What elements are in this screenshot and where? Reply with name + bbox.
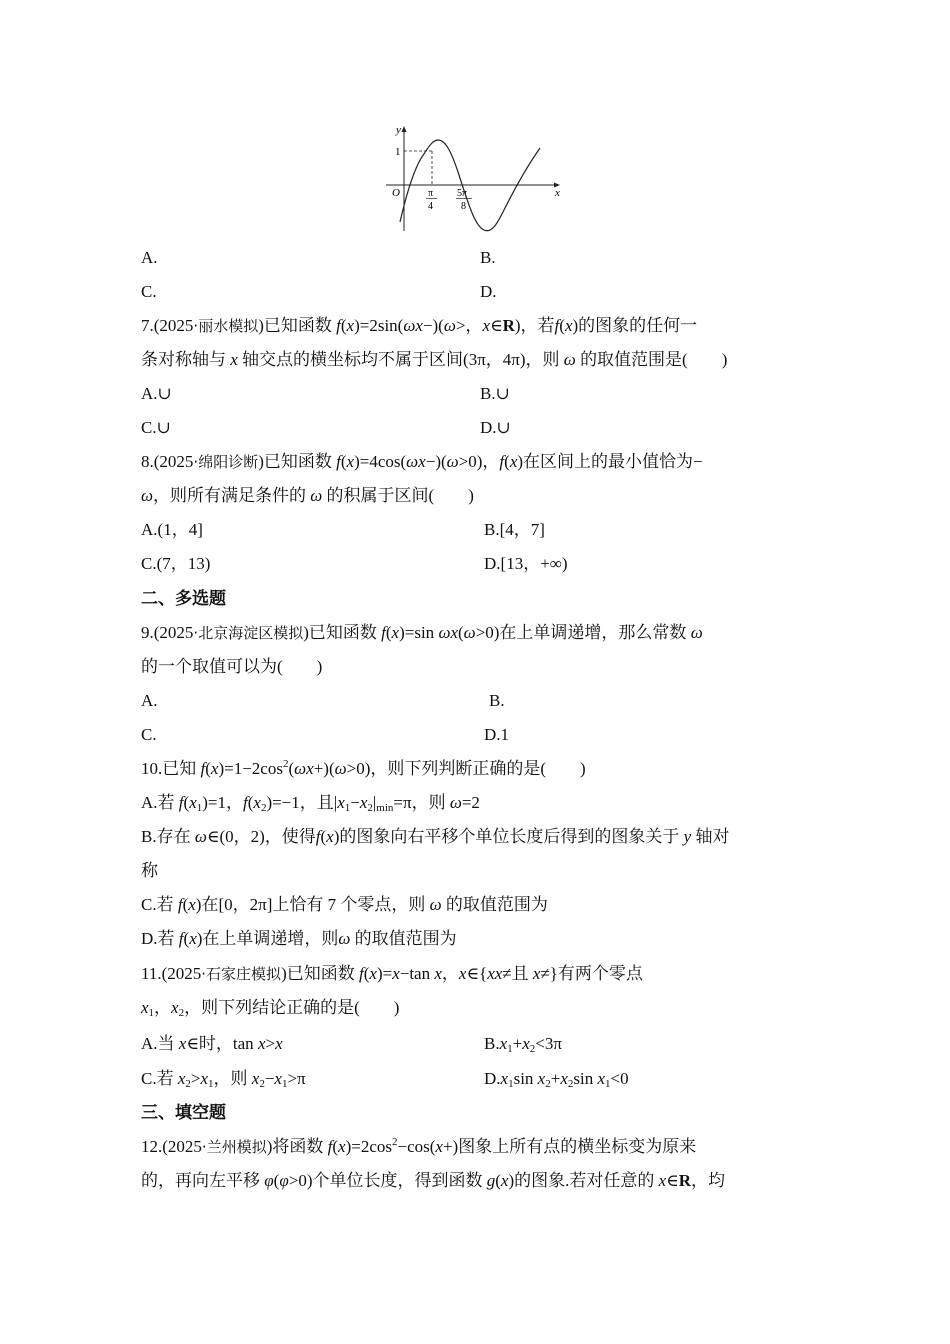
x-tick-5pi-over-8-num: 5π: [457, 188, 468, 199]
q10-stem: 10.已知 $f(x)=1-2\cos^2(\omega x+)(\omega>0)$，则下列判断正确的是( ): [141, 758, 586, 778]
q8-option-b[interactable]: B.[4，7]: [484, 520, 545, 539]
q10-option-a[interactable]: A.若 $f(x_1)=1$，$f(x_2)=-1$，且$|x_1-x_2|_{min}=\pi$，则 ω=2: [141, 793, 480, 814]
y-tick-1-label: 1: [395, 146, 401, 158]
q7-stem-line2: 条对称轴与 x 轴交点的横坐标均不属于区间(3π，4π)，则 ω 的取值范围是( ): [141, 350, 728, 369]
q9-stem-line1: 9.(2025·北京海淀区模拟)已知函数 f(x)=sin ωx(ω>0)在上单调递增，那么常数 ω: [141, 623, 703, 642]
q10-option-c[interactable]: C.若 f(x)在[0，2π]上恰有 7 个零点，则 ω 的取值范围为: [141, 895, 548, 914]
q7-stem-line1: 7.(2025·丽水模拟)已知函数 f(x)=2sin(ωx−)(ω>，x∈R)，若f(x)的图象的任何一: [141, 316, 698, 335]
q8-stem-line1: 8.(2025·绵阳诊断)已知函数 f(x)=4cos(ωx−)(ω>0)，f(x)在区间上的最小值恰为−: [141, 452, 703, 471]
q12-stem-line2: 的，再向左平移 φ(φ>0)个单位长度，得到函数 g(x)的图象.若对任意的 x∈R，均: [141, 1171, 726, 1190]
q8-option-a[interactable]: A.(1，4]: [141, 520, 203, 539]
q11-option-a[interactable]: A.当 x∈时，tan x>x: [141, 1034, 283, 1053]
x-tick-pi-over-4-den: 4: [428, 201, 433, 212]
q9-option-a[interactable]: A.: [141, 691, 158, 710]
q9-stem-line2: 的一个取值可以为( ): [141, 657, 323, 676]
q12-stem-line1: 12.(2025·兰州模拟)将函数 $f(x)=2\cos^2-\cos(x+)$图象上所有点的横坐标变为原来: [141, 1136, 697, 1156]
q11-option-b[interactable]: $B.x_1+x_2<3\pi$: [484, 1034, 562, 1055]
q7-option-a[interactable]: A.∪: [141, 384, 172, 403]
q9-option-d[interactable]: D.1: [484, 725, 510, 744]
y-axis-arrow: [402, 126, 407, 132]
sine-graph-figure: [380, 118, 570, 238]
q11-option-c[interactable]: C.若 $x_2>x_1$，则 $x_2-x_1>\pi$: [141, 1069, 306, 1090]
q8-stem-line2: ω，则所有满足条件的 ω 的积属于区间( ): [141, 486, 474, 505]
q8-option-c[interactable]: C.(7，13): [141, 554, 211, 573]
q6-option-c[interactable]: C.: [141, 282, 157, 301]
origin-label: O: [392, 187, 400, 199]
q11-stem-line1: 11.(2025·石家庄模拟)已知函数 f(x)=x−tan x，x∈{xx≠且 x≠}有两个零点: [141, 964, 643, 983]
section-heading-multiple-choice: 二、多选题: [141, 589, 226, 608]
q9-option-c[interactable]: C.: [141, 725, 157, 744]
q6-option-a[interactable]: A.: [141, 248, 158, 267]
q11-stem-line2: $x_1$，$x_2$，则下列结论正确的是( ): [141, 998, 400, 1019]
q6-option-d[interactable]: D.: [480, 282, 497, 301]
y-axis-label: y: [396, 124, 401, 136]
section-heading-fill-in: 三、填空题: [141, 1103, 226, 1122]
q7-option-d[interactable]: D.∪: [480, 418, 511, 437]
q7-option-c[interactable]: C.∪: [141, 418, 171, 437]
x-tick-pi-over-4-num: π: [428, 188, 434, 199]
x-axis-label: x: [555, 187, 560, 199]
q9-option-b[interactable]: B.: [489, 691, 505, 710]
q11-option-d[interactable]: $D.x_1\sin$ $x_2+x_2\sin$ $x_1<0$: [484, 1069, 629, 1090]
q6-option-b[interactable]: B.: [480, 248, 496, 267]
x-tick-5pi-over-8-den: 8: [461, 201, 466, 212]
q7-option-b[interactable]: B.∪: [480, 384, 510, 403]
q10-option-b-line1[interactable]: B.存在 ω∈(0，2)，使得f(x)的图象向右平移个单位长度后得到的图象关于 y 轴对: [141, 827, 730, 846]
q10-option-b-line2: 称: [141, 861, 158, 880]
q8-option-d[interactable]: D.[13，+∞): [484, 554, 568, 573]
q10-option-d[interactable]: D.若 f(x)在上单调递增，则ω 的取值范围为: [141, 929, 457, 948]
